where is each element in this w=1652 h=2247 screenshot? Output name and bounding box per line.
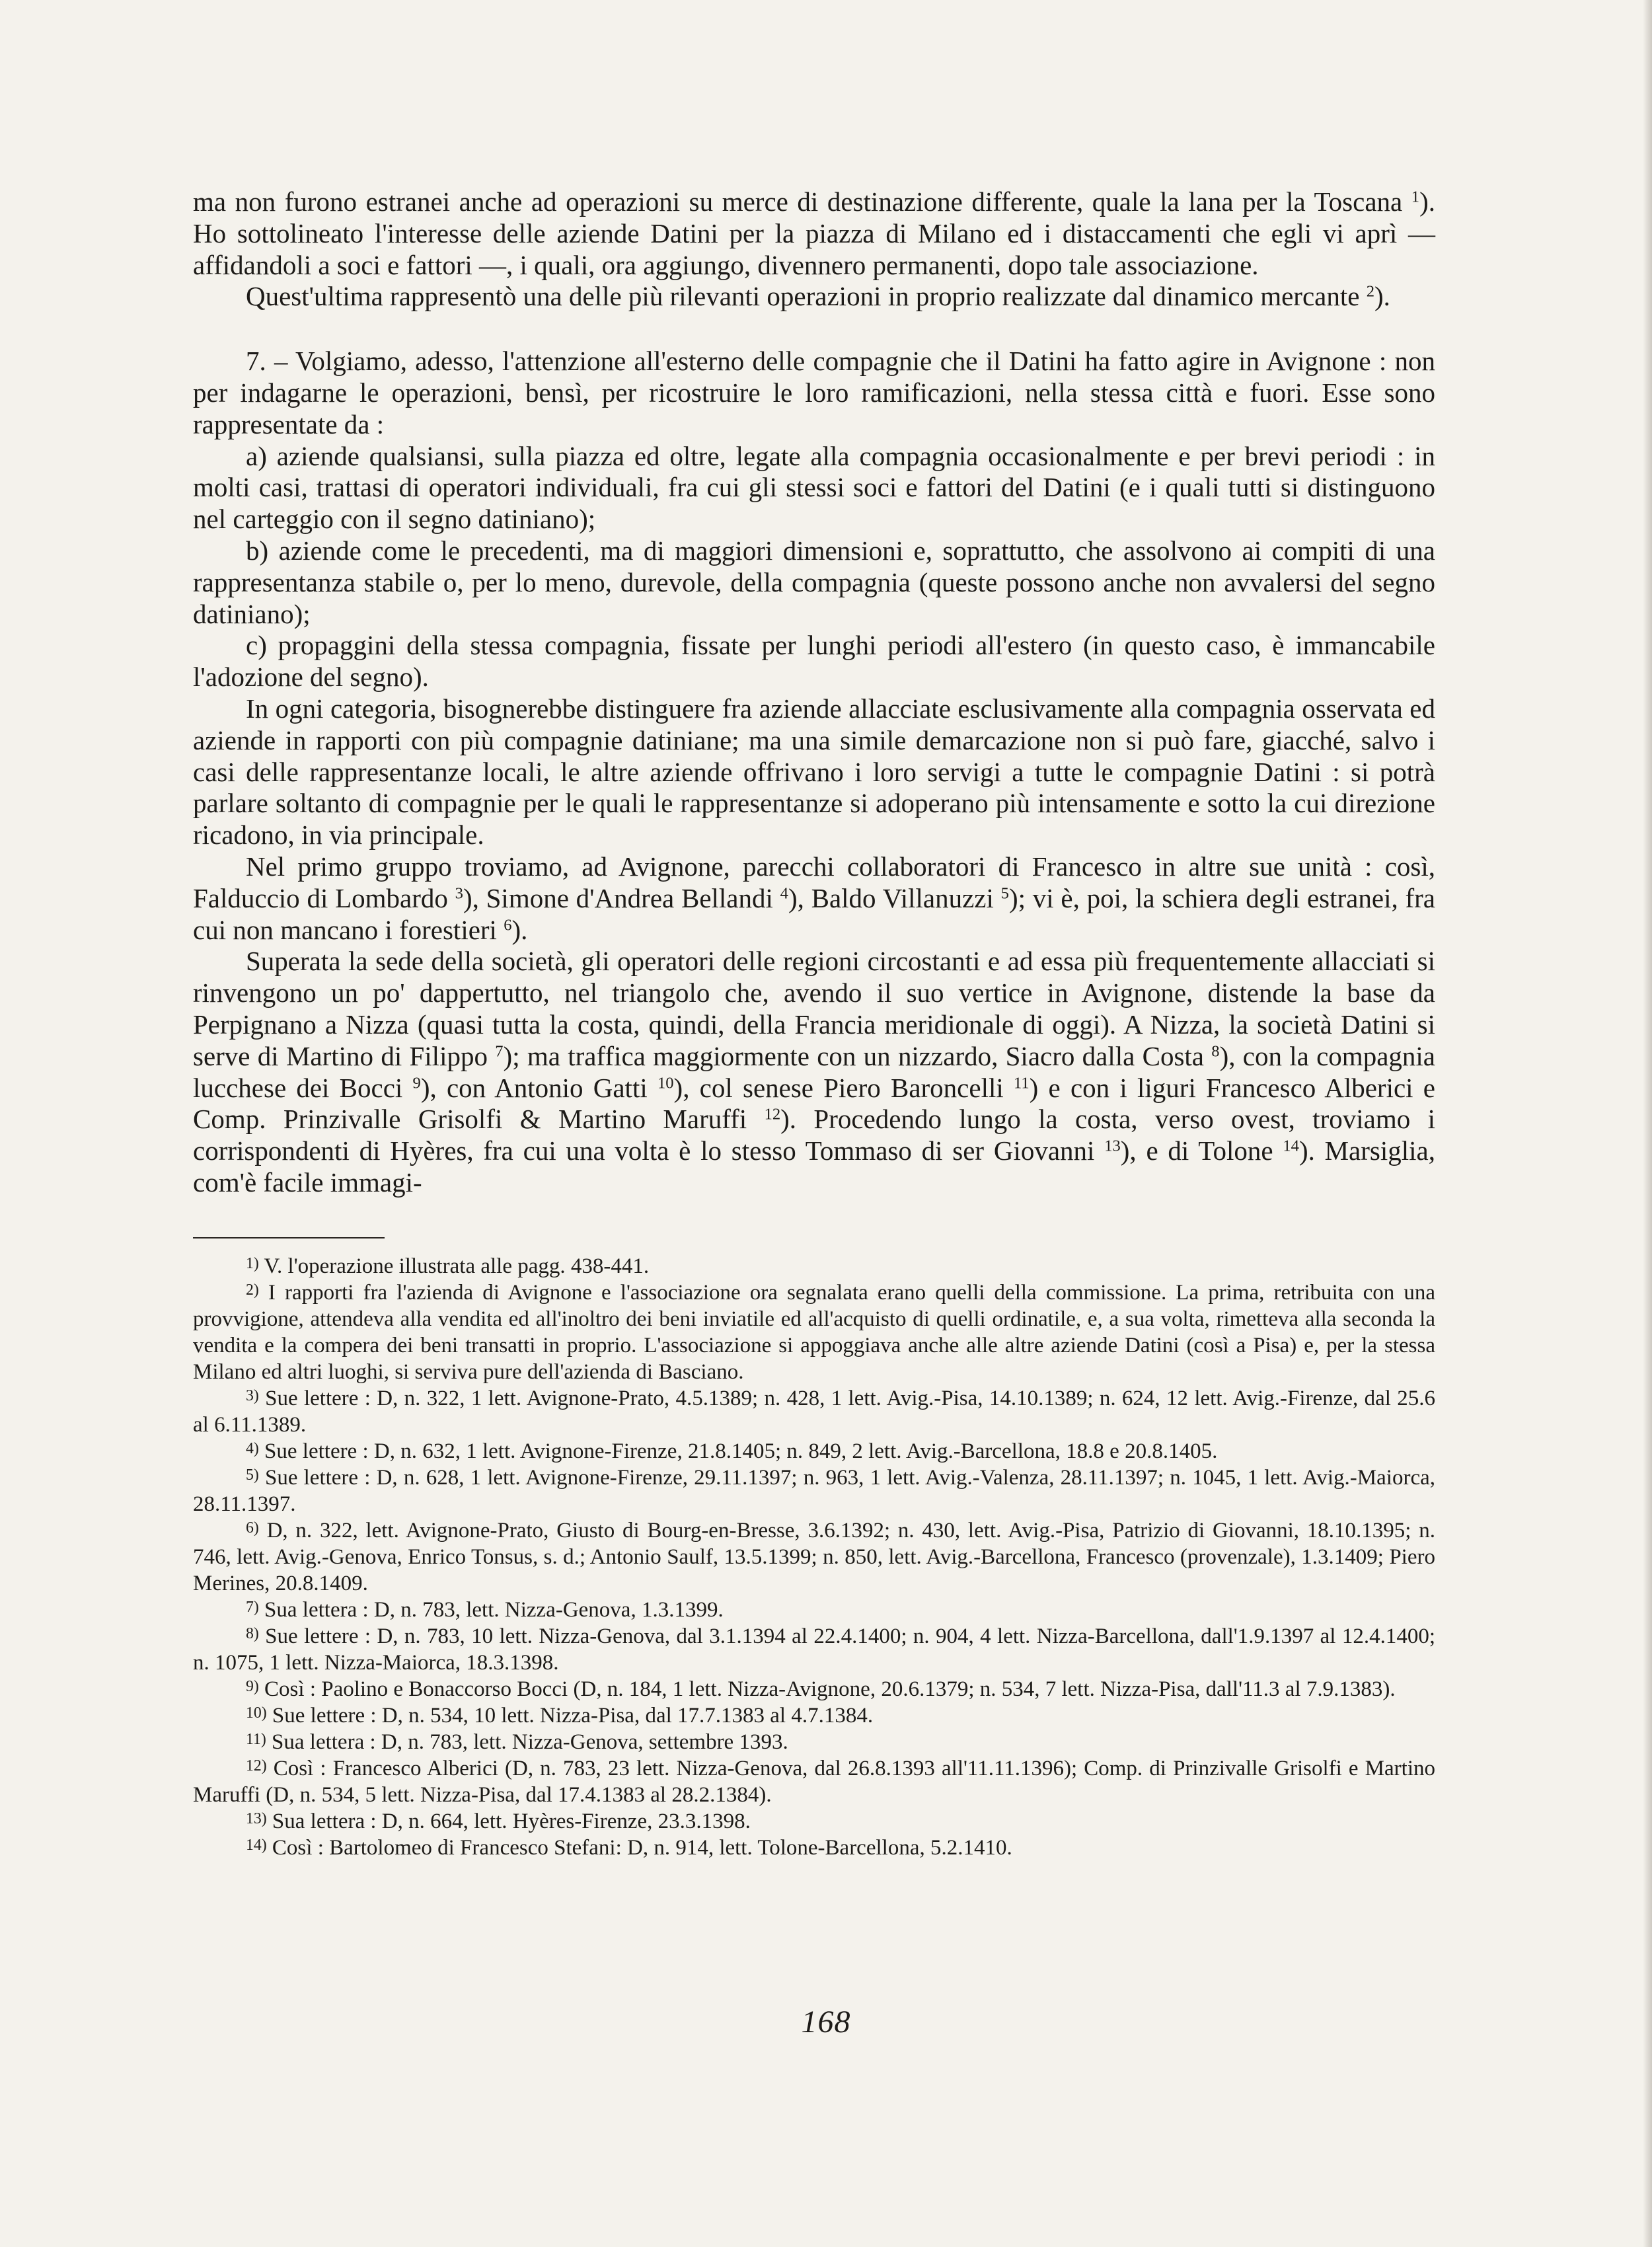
page-content (193, 186, 1435, 1861)
footnote-text: Sua lettera : D, n. 783, lett. Nizza-Genova, 1.3.1399. (258, 1597, 724, 1622)
footnote (193, 1465, 1435, 1517)
text-segment: ). (511, 914, 528, 945)
footnote-divider (193, 1237, 385, 1238)
text-segment: b) aziende come le precedenti, ma di maggiori dimensioni e, soprattutto, che assolvono ai compiti di una rappresentanza stabile o, per lo meno, durevole, della compagnia (queste possono anche non avvalersi del segno datiniano); (193, 535, 1435, 629)
paragraph-categories (193, 693, 1435, 851)
footnote (193, 1385, 1435, 1438)
footnote-marker: 2) (246, 1281, 259, 1299)
footnote (193, 1702, 1435, 1729)
footnote-reference: 10 (657, 1074, 674, 1092)
footnote-marker: 8) (246, 1624, 259, 1642)
footnote-text: Così : Bartolomeo di Francesco Stefani: D, n. 914, lett. Tolone-Barcellona, 5.2.1410. (266, 1835, 1012, 1860)
text-segment: ), e di Tolone (1120, 1135, 1283, 1166)
footnote-reference: 5 (1000, 884, 1009, 903)
footnote-marker: 11) (246, 1730, 266, 1748)
footnote-marker: 6) (246, 1519, 259, 1537)
footnote (193, 1729, 1435, 1755)
text-segment: ), con la compagnia lucchese dei Bocci (193, 1040, 1435, 1103)
footnote-text: Sue lettere : D, n. 534, 10 lett. Nizza-Pisa, dal 17.7.1383 al 4.7.1384. (266, 1703, 874, 1728)
footnote-text: D, n. 322, lett. Avignone-Prato, Giusto di Bourg-en-Bresse, 3.6.1392; n. 430, lett. Avig.-Pisa, Patrizio di Giovanni, 18.10.1395; n. 746, lett. Avig.-Genova, Enrico Tonsus, s. d.; Antonio Saulf, 13.5.1399; n. 850, lett. Avig.-Barcellona, Francesco (provenzale), 1.3.1409; Piero Merines, 20.8.1409. (193, 1518, 1435, 1595)
footnote-text: Sue lettere : D, n. 632, 1 lett. Avignone-Firenze, 21.8.1405; n. 849, 2 lett. Avig.-Barcellona, 18.8 e 20.8.1405. (258, 1439, 1218, 1463)
footnote (193, 1438, 1435, 1465)
text-segment: Nel primo gruppo troviamo, ad Avignone, parecchi collaboratori di Francesco in altre sue unità : così, Falduccio di Lombardo (193, 851, 1435, 913)
footnote-text: Così : Francesco Alberici (D, n. 783, 23 lett. Nizza-Genova, dal 26.8.1393 all'11.11.1396); Comp. di Prinzivalle Grisolfi e Martino Maruffi (D, n. 534, 5 lett. Nizza-Pisa, dal 17.4.1383 al 28.2.1384). (193, 1756, 1435, 1807)
text-segment: ), Simone d'Andrea Bellandi (463, 882, 780, 913)
footnote (193, 1517, 1435, 1597)
footnote-text: Sue lettere : D, n. 322, 1 lett. Avignone-Prato, 4.5.1389; n. 428, 1 lett. Avig.-Pisa, 14.10.1389; n. 624, 12 lett. Avig.-Firenze, dal 25.6 al 6.11.1389. (193, 1386, 1435, 1437)
paragraph-list-a (193, 441, 1435, 535)
text-segment: ) e con i liguri Francesco Alberici e Comp. Prinzivalle Grisolfi & Martino Maruffi (193, 1072, 1435, 1135)
footnote-text: Così : Paolino e Bonaccorso Bocci (D, n. 184, 1 lett. Nizza-Avignone, 20.6.1379; n. 534, 7 lett. Nizza-Pisa, dall'11.3 al 7.9.1383). (258, 1677, 1396, 1701)
paragraph-list-b (193, 535, 1435, 630)
footnote-reference: 6 (504, 916, 512, 934)
footnote (193, 1623, 1435, 1676)
text-segment: ), col senese Piero Baroncelli (673, 1072, 1014, 1103)
footnote-text: I rapporti fra l'azienda di Avignone e l'associazione ora segnalata erano quelli della commissione. La prima, retribuita con una provvigione, attendeva alla vendita ed all'inoltro dei beni inviatile ed all'acquisto di quelli ordinatile, e, a sua volta, rimetteva alla seconda la vendita e la compera dei beni transatti in proprio. L'associazione si appoggiava anche alle altre aziende Datini (così a Pisa) e, per la stessa Milano ed altri luoghi, si serviva pure dell'azienda di Basciano. (193, 1280, 1435, 1384)
text-segment: Superata la sede della società, gli operatori delle regioni circostanti e ad essa più frequentemente allacciati si rinvengono un po' dappertutto, nel triangolo che, avendo il suo vertice in Avignone, distende la base da Perpignano a Nizza (quasi tutta la costa, quindi, della Francia meridionale di oggi). A Nizza, la società Datini si serve di Martino di Filippo (193, 946, 1435, 1071)
paragraph-sede (193, 946, 1435, 1198)
paragraph-primo-gruppo (193, 851, 1435, 946)
text-segment: ma non furono estranei anche ad operazioni su merce di destinazione differente, quale la lana per la Toscana (193, 186, 1411, 217)
text-segment: ). Ho sottolineato l'interesse delle aziende Datini per la piazza di Milano ed i distaccamenti che egli vi aprì — affidandoli a soci e fattori —, i quali, ora aggiungo, divennero permanenti, dopo tale associazione. (193, 186, 1435, 280)
footnote-marker: 3) (246, 1387, 259, 1404)
footnote-reference: 14 (1283, 1137, 1299, 1155)
footnote-reference: 13 (1104, 1137, 1121, 1155)
footnote (193, 1253, 1435, 1279)
paragraph-2 (193, 281, 1435, 313)
page-number: 168 (801, 2004, 851, 2039)
footnote-reference: 2 (1366, 282, 1374, 301)
footnote-marker: 7) (246, 1598, 259, 1616)
footnote-marker: 14) (246, 1836, 267, 1854)
footnote-marker: 1) (246, 1254, 259, 1272)
footnote-marker: 12) (246, 1757, 267, 1774)
text-segment: a) aziende qualsiansi, sulla piazza ed oltre, legate alla compagnia occasionalmente e per brevi periodi : in molti casi, trattasi di operatori individuali, fra cui gli stessi soci e fattori del Datini (e i quali tutti si distinguono nel carteggio con il segno datiniano); (193, 440, 1435, 535)
footnote-marker: 13) (246, 1809, 267, 1827)
footnote (193, 1808, 1435, 1835)
text-segment: ); vi è, poi, la schiera degli estranei, fra cui non mancano i forestieri (193, 882, 1435, 945)
footnote-text: V. l'operazione illustrata alle pagg. 438-441. (258, 1254, 650, 1278)
footnote (193, 1279, 1435, 1385)
footnote-reference: 7 (495, 1042, 504, 1061)
footnote (193, 1597, 1435, 1623)
text-segment: c) propaggini della stessa compagnia, fissate per lunghi periodi all'estero (in questo caso, è immancabile l'adozione del segno). (193, 630, 1435, 693)
text-segment: ); ma traffica maggiormente con un nizzardo, Siacro dalla Costa (503, 1040, 1212, 1071)
footnote-reference: 11 (1013, 1074, 1030, 1092)
footnote-marker: 4) (246, 1439, 259, 1457)
text-segment: Quest'ultima rappresentò una delle più rilevanti operazioni in proprio realizzate dal dinamico mercante (246, 281, 1367, 312)
text-segment: ). Procedendo lungo la costa, verso ovest, troviamo i corrispondenti di Hyères, fra cui una volta è lo stesso Tommaso di ser Giovanni (193, 1104, 1435, 1166)
paragraph-1 (193, 186, 1435, 281)
footnote (193, 1755, 1435, 1808)
text-segment: ). (1374, 281, 1390, 312)
footnote-reference: 3 (455, 884, 463, 903)
footnotes (193, 1253, 1435, 1861)
paragraph-list-c (193, 630, 1435, 693)
paragraph-section-7 (193, 346, 1435, 440)
footnote-text: Sue lettere : D, n. 783, 10 lett. Nizza-Genova, dal 3.1.1394 al 22.4.1400; n. 904, 4 lett. Nizza-Barcellona, dall'1.9.1397 al 12.4.1400; n. 1075, 1 lett. Nizza-Maiorca, 18.3.1398. (193, 1624, 1435, 1675)
footnote-marker: 10) (246, 1704, 267, 1722)
footnote (193, 1835, 1435, 1861)
footnote-reference: 4 (780, 884, 788, 903)
footnote-reference: 1 (1411, 188, 1420, 206)
footnote-text: Sue lettere : D, n. 628, 1 lett. Avignone-Firenze, 29.11.1397; n. 963, 1 lett. Avig.-Valenza, 28.11.1397; n. 1045, 1 lett. Avig.-Maiorca, 28.11.1397. (193, 1465, 1435, 1516)
text-segment: ), con Antonio Gatti (420, 1072, 657, 1103)
text-segment: In ogni categoria, bisognerebbe distinguere fra aziende allacciate esclusivamente alla compagnia osservata ed aziende in rapporti con più compagnie datiniane; ma una simile demarcazione non si può fare, giacché, salvo i casi delle rappresentanze locali, le altre aziende offrivano i loro servigi a tutte le compagnie Datini : si potrà parlare soltanto di compagnie per le quali le rappresentanze si adoperano più intensamente e sotto la cui direzione ricadono, in via principale. (193, 693, 1435, 851)
text-segment: ), Baldo Villanuzzi (788, 882, 1001, 913)
text-segment: 7. – Volgiamo, adesso, l'attenzione all'esterno delle compagnie che il Datini ha fatto agire in Avignone : non per indagarne le operazioni, bensì, per ricostruire le loro ramificazioni, nella stessa città e fuori. Esse sono rappresentate da : (193, 346, 1435, 439)
footnote (193, 1676, 1435, 1702)
footnote-reference: 12 (764, 1105, 781, 1124)
footnote-reference: 8 (1211, 1042, 1220, 1061)
footnote-text: Sua lettera : D, n. 783, lett. Nizza-Genova, settembre 1393. (266, 1730, 788, 1754)
footnote-marker: 5) (246, 1466, 259, 1484)
footnote-reference: 9 (412, 1074, 421, 1092)
text-segment: ). Marsiglia, com'è facile immagi- (193, 1135, 1435, 1198)
footnote-text: Sua lettera : D, n. 664, lett. Hyères-Firenze, 23.3.1398. (266, 1809, 751, 1833)
page-edge-shadow (1643, 0, 1652, 2247)
footnote-marker: 9) (246, 1677, 259, 1695)
body-text (193, 186, 1435, 1199)
